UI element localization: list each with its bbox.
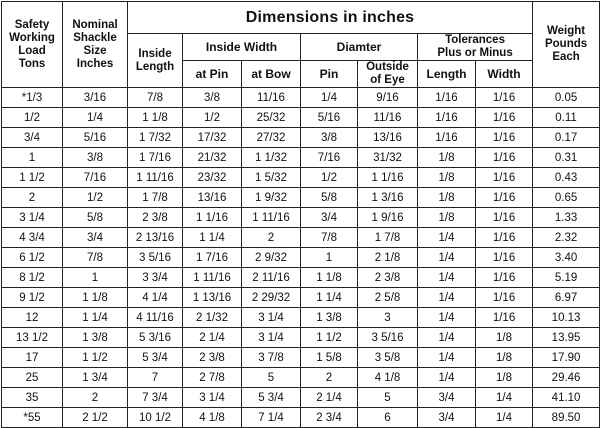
table-row bbox=[2, 408, 600, 428]
cell-eye-diameter: 4 1/8 bbox=[358, 368, 418, 388]
cell-tol-width: 1/16 bbox=[476, 88, 533, 108]
cell-size: 1 1/4 bbox=[63, 308, 128, 328]
cell-eye-diameter: 1 1/16 bbox=[358, 168, 418, 188]
cell-pin-diameter: 7/16 bbox=[301, 148, 358, 168]
cell-width-at-pin: 23/32 bbox=[183, 168, 242, 188]
cell-tol-length: 1/4 bbox=[418, 368, 476, 388]
table-row bbox=[2, 208, 600, 228]
cell-size: 5/16 bbox=[63, 128, 128, 148]
cell-eye-diameter: 3 5/8 bbox=[358, 348, 418, 368]
cell-width-at-bow: 1 11/16 bbox=[242, 208, 301, 228]
cell-tol-length: 1/4 bbox=[418, 328, 476, 348]
cell-weight: 17.90 bbox=[533, 348, 600, 368]
cell-pin-diameter: 3/4 bbox=[301, 208, 358, 228]
cell-width-at-bow: 5 bbox=[242, 368, 301, 388]
cell-tol-width: 1/16 bbox=[476, 268, 533, 288]
cell-eye-diameter: 2 5/8 bbox=[358, 288, 418, 308]
cell-inside-length: 5 3/4 bbox=[128, 348, 183, 368]
cell-tol-length: 1/16 bbox=[418, 108, 476, 128]
cell-width-at-bow: 3 1/4 bbox=[242, 328, 301, 348]
cell-size: 2 1/2 bbox=[63, 408, 128, 428]
cell-tol-length: 1/4 bbox=[418, 248, 476, 268]
cell-capacity: 25 bbox=[2, 368, 63, 388]
cell-weight: 0.43 bbox=[533, 168, 600, 188]
cell-size: 1 3/4 bbox=[63, 368, 128, 388]
cell-pin-diameter: 7/8 bbox=[301, 228, 358, 248]
cell-capacity: 6 1/2 bbox=[2, 248, 63, 268]
cell-inside-length: 5 3/16 bbox=[128, 328, 183, 348]
cell-pin-diameter: 1/4 bbox=[301, 88, 358, 108]
cell-width-at-pin: 21/32 bbox=[183, 148, 242, 168]
cell-weight: 5.19 bbox=[533, 268, 600, 288]
cell-tol-width: 1/8 bbox=[476, 328, 533, 348]
cell-capacity: 8 1/2 bbox=[2, 268, 63, 288]
cell-eye-diameter: 1 9/16 bbox=[358, 208, 418, 228]
cell-size: 1 bbox=[63, 268, 128, 288]
table-row bbox=[2, 328, 600, 348]
cell-width-at-bow: 1 9/32 bbox=[242, 188, 301, 208]
table-row bbox=[2, 108, 600, 128]
cell-size: 3/16 bbox=[63, 88, 128, 108]
table-row bbox=[2, 368, 600, 388]
cell-width-at-pin: 17/32 bbox=[183, 128, 242, 148]
cell-capacity: 4 3/4 bbox=[2, 228, 63, 248]
header-width: Width bbox=[476, 61, 533, 88]
cell-eye-diameter: 3 5/16 bbox=[358, 328, 418, 348]
shackle-dimensions-table bbox=[1, 1, 600, 428]
cell-weight: 89.50 bbox=[533, 408, 600, 428]
header-inside-length: Inside Length bbox=[128, 34, 183, 88]
cell-capacity: *55 bbox=[2, 408, 63, 428]
cell-pin-diameter: 5/16 bbox=[301, 108, 358, 128]
cell-width-at-bow: 3 7/8 bbox=[242, 348, 301, 368]
cell-size: 3/4 bbox=[63, 228, 128, 248]
cell-width-at-pin: 3 1/4 bbox=[183, 388, 242, 408]
cell-size: 1 3/8 bbox=[63, 328, 128, 348]
cell-width-at-bow: 2 bbox=[242, 228, 301, 248]
cell-width-at-bow: 25/32 bbox=[242, 108, 301, 128]
cell-pin-diameter: 1 1/2 bbox=[301, 328, 358, 348]
header-inside-width: Inside Width bbox=[183, 34, 301, 61]
cell-width-at-bow: 2 11/16 bbox=[242, 268, 301, 288]
cell-tol-width: 1/16 bbox=[476, 228, 533, 248]
cell-eye-diameter: 3 bbox=[358, 308, 418, 328]
header-shackle-size: Nominal Shackle Size Inches bbox=[63, 2, 128, 88]
header-at-pin: at Pin bbox=[183, 61, 242, 88]
cell-inside-length: 3 5/16 bbox=[128, 248, 183, 268]
cell-weight: 0.05 bbox=[533, 88, 600, 108]
cell-eye-diameter: 1 3/16 bbox=[358, 188, 418, 208]
cell-width-at-pin: 1 1/16 bbox=[183, 208, 242, 228]
header-capacity: Safety Working Load Tons bbox=[2, 2, 63, 88]
table-row bbox=[2, 168, 600, 188]
cell-tol-width: 1/16 bbox=[476, 248, 533, 268]
header-outside-of-eye: Outside of Eye bbox=[358, 61, 418, 88]
cell-capacity: 9 1/2 bbox=[2, 288, 63, 308]
cell-tol-length: 1/4 bbox=[418, 308, 476, 328]
cell-size: 1 1/2 bbox=[63, 348, 128, 368]
cell-weight: 10.13 bbox=[533, 308, 600, 328]
cell-tol-length: 3/4 bbox=[418, 388, 476, 408]
cell-inside-length: 7/8 bbox=[128, 88, 183, 108]
cell-weight: 0.65 bbox=[533, 188, 600, 208]
table-row bbox=[2, 128, 600, 148]
table-row bbox=[2, 268, 600, 288]
cell-inside-length: 7 3/4 bbox=[128, 388, 183, 408]
cell-capacity: 1/2 bbox=[2, 108, 63, 128]
cell-capacity: 12 bbox=[2, 308, 63, 328]
cell-size: 3/8 bbox=[63, 148, 128, 168]
cell-size: 7/8 bbox=[63, 248, 128, 268]
cell-size: 1 1/8 bbox=[63, 288, 128, 308]
cell-eye-diameter: 2 3/8 bbox=[358, 268, 418, 288]
cell-inside-length: 1 7/32 bbox=[128, 128, 183, 148]
cell-tol-length: 1/4 bbox=[418, 348, 476, 368]
cell-inside-length: 1 11/16 bbox=[128, 168, 183, 188]
cell-inside-length: 1 7/16 bbox=[128, 148, 183, 168]
cell-width-at-bow: 3 1/4 bbox=[242, 308, 301, 328]
cell-width-at-bow: 7 1/4 bbox=[242, 408, 301, 428]
cell-width-at-bow: 11/16 bbox=[242, 88, 301, 108]
table-row bbox=[2, 228, 600, 248]
cell-eye-diameter: 13/16 bbox=[358, 128, 418, 148]
cell-weight: 29.46 bbox=[533, 368, 600, 388]
cell-tol-length: 1/8 bbox=[418, 148, 476, 168]
cell-pin-diameter: 2 3/4 bbox=[301, 408, 358, 428]
header-weight: Weight Pounds Each bbox=[533, 2, 600, 88]
cell-width-at-pin: 1 1/4 bbox=[183, 228, 242, 248]
cell-tol-length: 1/16 bbox=[418, 88, 476, 108]
cell-inside-length: 2 3/8 bbox=[128, 208, 183, 228]
cell-width-at-pin: 4 1/8 bbox=[183, 408, 242, 428]
cell-tol-length: 1/8 bbox=[418, 208, 476, 228]
cell-tol-length: 3/4 bbox=[418, 408, 476, 428]
cell-tol-width: 1/8 bbox=[476, 348, 533, 368]
cell-tol-width: 1/16 bbox=[476, 128, 533, 148]
table-row bbox=[2, 308, 600, 328]
cell-capacity: 3/4 bbox=[2, 128, 63, 148]
cell-weight: 1.33 bbox=[533, 208, 600, 228]
table-body bbox=[2, 88, 600, 428]
cell-weight: 0.11 bbox=[533, 108, 600, 128]
cell-weight: 13.95 bbox=[533, 328, 600, 348]
cell-width-at-bow: 2 29/32 bbox=[242, 288, 301, 308]
cell-width-at-bow: 5 3/4 bbox=[242, 388, 301, 408]
cell-inside-length: 1 7/8 bbox=[128, 188, 183, 208]
cell-tol-width: 1/16 bbox=[476, 108, 533, 128]
cell-capacity: 1 1/2 bbox=[2, 168, 63, 188]
cell-capacity: 2 bbox=[2, 188, 63, 208]
cell-inside-length: 2 13/16 bbox=[128, 228, 183, 248]
cell-size: 1/2 bbox=[63, 188, 128, 208]
cell-eye-diameter: 31/32 bbox=[358, 148, 418, 168]
cell-width-at-bow: 2 9/32 bbox=[242, 248, 301, 268]
cell-capacity: 17 bbox=[2, 348, 63, 368]
cell-width-at-pin: 13/16 bbox=[183, 188, 242, 208]
cell-pin-diameter: 1 5/8 bbox=[301, 348, 358, 368]
cell-inside-length: 4 1/4 bbox=[128, 288, 183, 308]
cell-capacity: 3 1/4 bbox=[2, 208, 63, 228]
cell-tol-width: 1/16 bbox=[476, 208, 533, 228]
cell-eye-diameter: 5 bbox=[358, 388, 418, 408]
cell-width-at-pin: 2 7/8 bbox=[183, 368, 242, 388]
table-row bbox=[2, 188, 600, 208]
cell-width-at-pin: 1 13/16 bbox=[183, 288, 242, 308]
table-row bbox=[2, 248, 600, 268]
cell-pin-diameter: 1 3/8 bbox=[301, 308, 358, 328]
cell-tol-length: 1/16 bbox=[418, 128, 476, 148]
cell-pin-diameter: 5/8 bbox=[301, 188, 358, 208]
header-tolerances: Tolerances Plus or Minus bbox=[418, 34, 533, 61]
cell-width-at-pin: 2 1/32 bbox=[183, 308, 242, 328]
cell-pin-diameter: 1 1/8 bbox=[301, 268, 358, 288]
cell-inside-length: 4 11/16 bbox=[128, 308, 183, 328]
table-row bbox=[2, 288, 600, 308]
cell-eye-diameter: 9/16 bbox=[358, 88, 418, 108]
cell-pin-diameter: 1/2 bbox=[301, 168, 358, 188]
cell-capacity: 1 bbox=[2, 148, 63, 168]
cell-width-at-pin: 2 3/8 bbox=[183, 348, 242, 368]
table-row bbox=[2, 148, 600, 168]
cell-weight: 2.32 bbox=[533, 228, 600, 248]
cell-tol-width: 1/16 bbox=[476, 288, 533, 308]
cell-pin-diameter: 3/8 bbox=[301, 128, 358, 148]
header-diameter: Diamter bbox=[301, 34, 418, 61]
cell-tol-width: 1/4 bbox=[476, 388, 533, 408]
header-at-bow: at Bow bbox=[242, 61, 301, 88]
cell-tol-width: 1/16 bbox=[476, 148, 533, 168]
cell-width-at-pin: 1/2 bbox=[183, 108, 242, 128]
cell-tol-width: 1/8 bbox=[476, 368, 533, 388]
cell-pin-diameter: 1 bbox=[301, 248, 358, 268]
cell-inside-length: 1 1/8 bbox=[128, 108, 183, 128]
cell-weight: 6.97 bbox=[533, 288, 600, 308]
cell-capacity: *1/3 bbox=[2, 88, 63, 108]
table-row bbox=[2, 348, 600, 368]
cell-tol-width: 1/16 bbox=[476, 308, 533, 328]
cell-width-at-pin: 3/8 bbox=[183, 88, 242, 108]
table-row bbox=[2, 388, 600, 408]
cell-pin-diameter: 1 1/4 bbox=[301, 288, 358, 308]
header-length: Length bbox=[418, 61, 476, 88]
cell-size: 1/4 bbox=[63, 108, 128, 128]
cell-width-at-bow: 27/32 bbox=[242, 128, 301, 148]
cell-eye-diameter: 6 bbox=[358, 408, 418, 428]
cell-tol-width: 1/16 bbox=[476, 168, 533, 188]
cell-width-at-pin: 2 1/4 bbox=[183, 328, 242, 348]
cell-width-at-bow: 1 5/32 bbox=[242, 168, 301, 188]
cell-inside-length: 3 3/4 bbox=[128, 268, 183, 288]
header-pin: Pin bbox=[301, 61, 358, 88]
cell-capacity: 13 1/2 bbox=[2, 328, 63, 348]
cell-eye-diameter: 1 7/8 bbox=[358, 228, 418, 248]
cell-tol-length: 1/8 bbox=[418, 188, 476, 208]
cell-tol-width: 1/16 bbox=[476, 188, 533, 208]
cell-tol-length: 1/8 bbox=[418, 168, 476, 188]
cell-tol-length: 1/4 bbox=[418, 288, 476, 308]
cell-tol-length: 1/4 bbox=[418, 268, 476, 288]
cell-size: 2 bbox=[63, 388, 128, 408]
header-dimensions: Dimensions in inches bbox=[128, 2, 533, 34]
cell-eye-diameter: 11/16 bbox=[358, 108, 418, 128]
cell-inside-length: 7 bbox=[128, 368, 183, 388]
cell-eye-diameter: 2 1/8 bbox=[358, 248, 418, 268]
cell-size: 5/8 bbox=[63, 208, 128, 228]
cell-width-at-bow: 1 1/32 bbox=[242, 148, 301, 168]
table-row bbox=[2, 88, 600, 108]
cell-width-at-pin: 1 11/16 bbox=[183, 268, 242, 288]
cell-weight: 0.31 bbox=[533, 148, 600, 168]
cell-tol-length: 1/4 bbox=[418, 228, 476, 248]
cell-tol-width: 1/4 bbox=[476, 408, 533, 428]
cell-size: 7/16 bbox=[63, 168, 128, 188]
cell-weight: 3.40 bbox=[533, 248, 600, 268]
cell-width-at-pin: 1 7/16 bbox=[183, 248, 242, 268]
cell-pin-diameter: 2 bbox=[301, 368, 358, 388]
cell-weight: 0.17 bbox=[533, 128, 600, 148]
cell-pin-diameter: 2 1/4 bbox=[301, 388, 358, 408]
cell-weight: 41.10 bbox=[533, 388, 600, 408]
cell-inside-length: 10 1/2 bbox=[128, 408, 183, 428]
cell-capacity: 35 bbox=[2, 388, 63, 408]
